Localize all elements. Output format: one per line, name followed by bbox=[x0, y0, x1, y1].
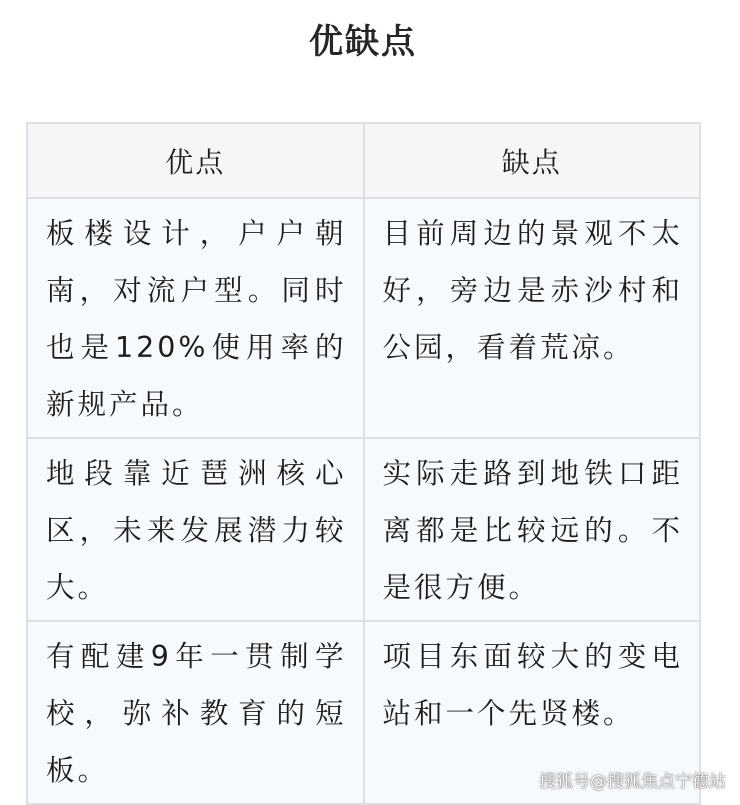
table-row bbox=[27, 438, 700, 621]
table-header-row bbox=[27, 123, 700, 198]
page-title: 优缺点 bbox=[309, 22, 417, 62]
con-cell: 实际走路到地铁口距离都是比较远的。不是很方便。 bbox=[364, 438, 701, 621]
pro-cell: 板楼设计，户户朝南，对流户型。同时也是120%使用率的新规产品。 bbox=[27, 198, 364, 438]
pros-header: 优点 bbox=[27, 123, 364, 198]
cons-header: 缺点 bbox=[364, 123, 701, 198]
pros-cons-table bbox=[26, 122, 701, 805]
pro-cell: 有配建9年一贯制学校，弥补教育的短板。 bbox=[27, 621, 364, 804]
con-cell: 目前周边的景观不太好，旁边是赤沙村和公园，看着荒凉。 bbox=[364, 198, 701, 438]
table-row bbox=[27, 198, 700, 438]
watermark: 搜狐号@搜狐焦点宁德站 bbox=[539, 772, 726, 792]
pro-cell: 地段靠近琶洲核心区，未来发展潜力较大。 bbox=[27, 438, 364, 621]
con-cell: 项目东面较大的变电站和一个先贤楼。 bbox=[364, 621, 701, 804]
